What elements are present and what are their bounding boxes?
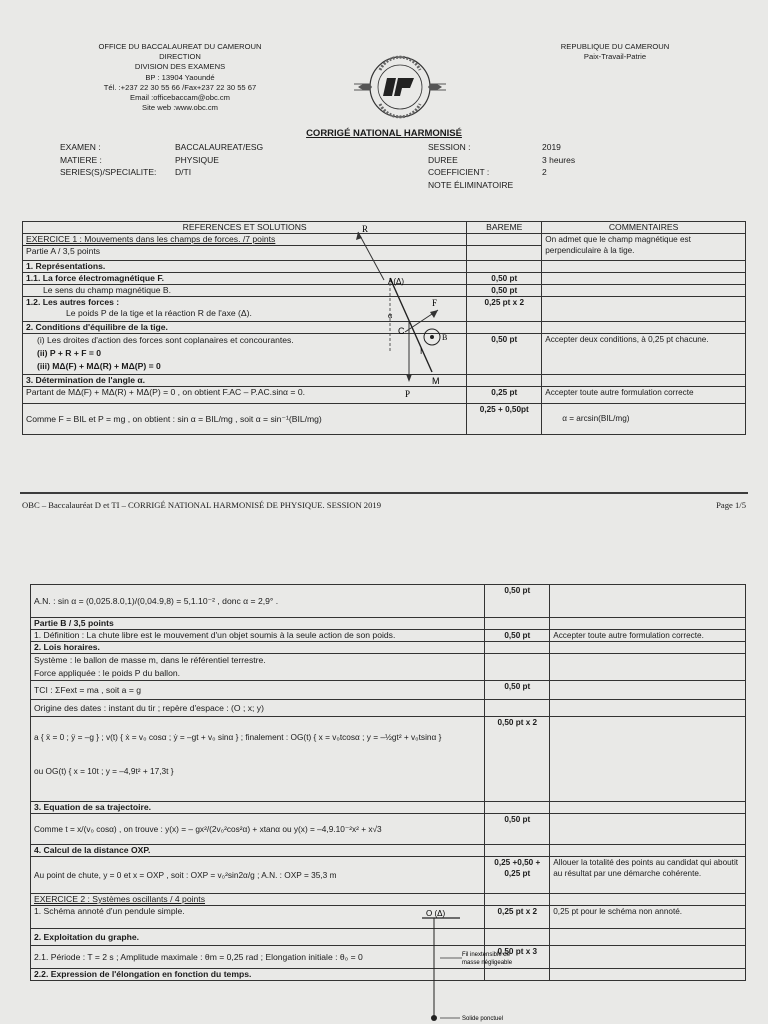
comment-cell (542, 273, 746, 285)
series-label: SERIES(S)/SPECIALITE: (60, 167, 157, 177)
header-line: REPUBLIQUE DU CAMEROUN (560, 42, 670, 51)
solution-line: a { ẍ = 0 ; ÿ = –g } ; v(t) { ẋ = v₀ cosα ; ẏ = –gt + v₀ sinα } ; finalement : OG(t) { x = v₀tcosα ; y = –½gt² + v₀tsinα } (34, 732, 442, 742)
label-C: C (398, 326, 405, 336)
col-header-solutions: REFERENCES ET SOLUTIONS (23, 222, 467, 234)
session-label: SESSION : (428, 142, 471, 152)
solution-line: 1.2. Les autres forces : (26, 297, 120, 307)
solution-text: Au point de chute, y = 0 et x = OXP , soit : OXP = v₀²sin2α/g ; A.N. : OXP = 35,3 m (31, 857, 485, 894)
table-row (31, 814, 746, 845)
label-P: P (405, 389, 411, 399)
solution-text: 1.1. La force électromagnétique F. (23, 273, 467, 285)
subject-label: MATIERE : (60, 154, 102, 165)
header-line: Tél. :+237 22 30 55 66 /Fax+237 22 30 55 67 (103, 82, 257, 92)
document-title: CORRIGÉ NATIONAL HARMONISÉ (306, 128, 462, 139)
comment-cell: Accepter toute autre formulation correcte. (550, 630, 746, 642)
label-alpha: α (388, 311, 393, 320)
eliminatory-label: NOTE ÉLIMINATOIRE (428, 179, 514, 190)
obc-seal-icon (352, 48, 448, 126)
subject-value: PHYSIQUE (175, 154, 219, 165)
label-M: M (432, 376, 440, 386)
solution-text: Comme t = x/(v₀ cosα) , on trouve : y(x) = – gx²/(2v₀²cos²α) + xtanα ou y(x) = –4,9.10⁻²x² + x√3 (31, 814, 485, 845)
col-header-bareme: BAREME (467, 222, 542, 234)
comment-cell: Accepter deux conditions, à 0,25 pt chacune. (542, 334, 746, 375)
comment-cell (542, 297, 746, 322)
comment-cell: Allouer la totalité des points au candidat qui aboutit au résultat par une démarche cohérente. (550, 857, 746, 894)
part-title: Partie A / 3,5 points (23, 246, 467, 261)
exam-label: EXAMEN : (60, 142, 101, 152)
bareme-cell (485, 618, 550, 630)
comment-cell (550, 681, 746, 700)
bareme-cell: 0,50 pt x 2 (485, 717, 550, 802)
section-title: 2.2. Expression de l'élongation en fonction du temps. (31, 969, 485, 981)
bareme-cell (467, 261, 542, 273)
header-line: DIRECTION (159, 52, 201, 62)
table-row (31, 802, 746, 814)
page-separator (20, 492, 748, 494)
solution-text (31, 717, 485, 802)
page-number: Page 1/5 (716, 500, 746, 510)
meta-labels-right (428, 141, 513, 191)
coefficient-label: COEFFICIENT : (428, 167, 490, 177)
solution-text (31, 654, 485, 681)
table-row (31, 969, 746, 981)
comment-cell (550, 814, 746, 845)
table-row (31, 618, 746, 630)
page-footer (22, 500, 746, 510)
section-title: 3. Equation de sa trajectoire. (31, 802, 485, 814)
comment-cell (550, 894, 746, 906)
comment-cell (542, 375, 746, 387)
duration-value: 3 heures (542, 154, 576, 165)
comment-cell (550, 585, 746, 618)
bareme-cell: 0,25 pt x 2 (485, 906, 550, 929)
bareme-cell: 0,50 pt (485, 585, 550, 618)
table-row (31, 642, 746, 654)
duration-label: DUREE (428, 154, 458, 165)
comment-cell (550, 845, 746, 857)
bareme-cell: 0,25 +0,50 + 0,25 pt (485, 857, 550, 894)
table-row (23, 404, 746, 435)
bareme-cell (467, 234, 542, 246)
bareme-cell (467, 375, 542, 387)
solution-text: Comme F = BIL et P = mg , on obtient : sin α = BIL/mg , soit α = sin⁻¹(BIL/mg) (23, 404, 467, 435)
comment-cell (550, 802, 746, 814)
solution-line: Le poids P de la tige et la réaction R de l'axe (Δ). (66, 308, 252, 318)
label-F: F (432, 298, 438, 308)
bareme-cell (485, 642, 550, 654)
bareme-cell (485, 700, 550, 717)
solution-line: ou OG(t) { x = 10t ; y = –4,9t² + 17,3t } (34, 766, 174, 776)
table-row (31, 654, 746, 681)
coefficient-value: 2 (542, 167, 547, 177)
bareme-cell: 0,50 pt x 3 (485, 946, 550, 969)
comment-cell (550, 618, 746, 630)
republic-header (540, 42, 690, 62)
solution-line: Force appliquée : le poids P du ballon. (34, 668, 181, 678)
comment-cell: Accepter toute autre formulation correcte (542, 387, 746, 404)
solution-line: (i) Les droites d'action des forces sont coplanaires et concourantes. (37, 335, 294, 345)
comment-cell (550, 929, 746, 946)
solution-text: 1. Schéma annoté d'un pendule simple. (31, 906, 485, 929)
table-row (31, 857, 746, 894)
solution-line: (ii) P + R + F = 0 (37, 348, 102, 358)
comment-cell (542, 322, 746, 334)
office-header (60, 42, 300, 113)
exercise-title: EXERCICE 2 : Systèmes oscillants / 4 points (31, 894, 485, 906)
exam-value: BACCALAUREAT/ESG (175, 142, 264, 152)
comment-cell (550, 700, 746, 717)
solution-text: Origine des dates : instant du tir ; repère d'espace : (O ; x; y) (31, 700, 485, 717)
bareme-cell: 0,50 pt (485, 630, 550, 642)
solution-text: A.N. : sin α = (0,025.8.0,1)/(0,04.9,8) = 5,1.10⁻² , donc α = 2,9° . (31, 585, 485, 618)
comment-cell (550, 946, 746, 969)
col-header-comments: COMMENTAIRES (542, 222, 746, 234)
rod-diagram (350, 222, 470, 402)
session-value: 2019 (542, 142, 561, 152)
exercise-title: EXERCICE 1 : Mouvements dans les champs de forces. /7 points (23, 234, 467, 246)
comment-cell (542, 261, 746, 273)
label-A: A(Δ) (388, 277, 405, 286)
label-B: B (442, 333, 448, 342)
table-row (31, 717, 746, 802)
solution-line: (iii) MΔ(F) + MΔ(R) + MΔ(P) = 0 (37, 361, 161, 371)
solution-text: 2.1. Période : T = 2 s ; Amplitude maximale : θm = 0,25 rad ; Elongation initiale : θ₀ = 0 (31, 946, 485, 969)
section-title: 4. Calcul de la distance OXP. (31, 845, 485, 857)
series-value: D/TI (175, 167, 192, 177)
section-title: 2. Lois horaires. (31, 642, 485, 654)
header-line: DIVISION DES EXAMENS (134, 62, 226, 72)
table-row (31, 894, 746, 906)
mass-label: Solide ponctuel (462, 1016, 504, 1022)
header-line: BP : 13904 Yaoundé (145, 72, 215, 82)
header-line: OFFICE DU BACCALAUREAT DU CAMEROUN (98, 42, 262, 51)
table-row (31, 845, 746, 857)
bareme-cell: 0,50 pt (467, 334, 542, 375)
table-row (31, 585, 746, 618)
pendulum-diagram (400, 906, 550, 1024)
wire-label: Fil inextensible de (462, 952, 511, 958)
comment-cell (550, 717, 746, 802)
meta-values-right (542, 141, 575, 179)
table-row (31, 906, 746, 929)
solution-text: 1. Définition : La chute libre est le mouvement d'un objet soumis à la seule action de son poids. (31, 630, 485, 642)
bareme-cell (485, 802, 550, 814)
solution-text: TCI : ΣFext = ma , soit a = g (31, 681, 485, 700)
comment-cell (550, 642, 746, 654)
bareme-cell: 0,25 pt (467, 387, 542, 404)
wire-label-2: masse négligeable (462, 960, 513, 966)
meta-labels-left (60, 141, 156, 179)
solution-text: Partant de MΔ(F) + MΔ(R) + MΔ(P) = 0 , on obtient F.AC – P.AC.sinα = 0. (23, 387, 467, 404)
solutions-table-2 (30, 584, 746, 981)
table-row (31, 929, 746, 946)
bareme-cell: 0,50 pt (485, 681, 550, 700)
comment-cell: 0,25 pt pour le schéma non annoté. (550, 906, 746, 929)
bareme-cell: 0,25 pt x 2 (467, 297, 542, 322)
bareme-cell: 0,50 pt (467, 273, 542, 285)
section-title: 2. Conditions d'équilibre de la tige. (23, 322, 467, 334)
header-line: Email :officebaccam@obc.cm (130, 93, 230, 103)
part-title: Partie B / 3,5 points (31, 618, 485, 630)
bareme-cell (485, 654, 550, 681)
solution-text: Le sens du champ magnétique B. (23, 285, 467, 297)
bareme-cell: 0,50 pt (485, 814, 550, 845)
table-row (31, 681, 746, 700)
comment-cell: On admet que le champ magnétique est perpendiculaire à la tige. (542, 234, 746, 261)
table-row (31, 630, 746, 642)
section-title: 2. Exploitation du graphe. (31, 929, 485, 946)
bareme-cell (467, 322, 542, 334)
bareme-cell: 0,25 + 0,50pt (467, 404, 542, 435)
solution-line: Système : le ballon de masse m, dans le référentiel terrestre. (34, 655, 266, 665)
axis-label: O (Δ) (426, 909, 446, 918)
header-line: Site web :www.obc.cm (142, 103, 218, 113)
meta-values-left (175, 141, 263, 179)
bareme-cell: 0,50 pt (467, 285, 542, 297)
comment-cell (542, 285, 746, 297)
table-row (31, 946, 746, 969)
label-I: I (420, 347, 423, 356)
footer-text: OBC – Baccalauréat D et TI – CORRIGÉ NATIONAL HARMONISÉ DE PHYSIQUE. SESSION 2019 (22, 500, 381, 510)
bareme-cell (485, 845, 550, 857)
comment-cell (550, 969, 746, 981)
label-R: R (362, 224, 369, 234)
section-title: 1. Représentations. (23, 261, 467, 273)
table-row (31, 700, 746, 717)
bareme-cell (485, 894, 550, 906)
comment-cell: α = arcsin(BIL/mg) (542, 404, 746, 435)
bareme-cell (467, 246, 542, 261)
section-title: 3. Détermination de l'angle α. (23, 375, 467, 387)
header-line: Paix-Travail-Patrie (583, 52, 647, 62)
comment-cell (550, 654, 746, 681)
